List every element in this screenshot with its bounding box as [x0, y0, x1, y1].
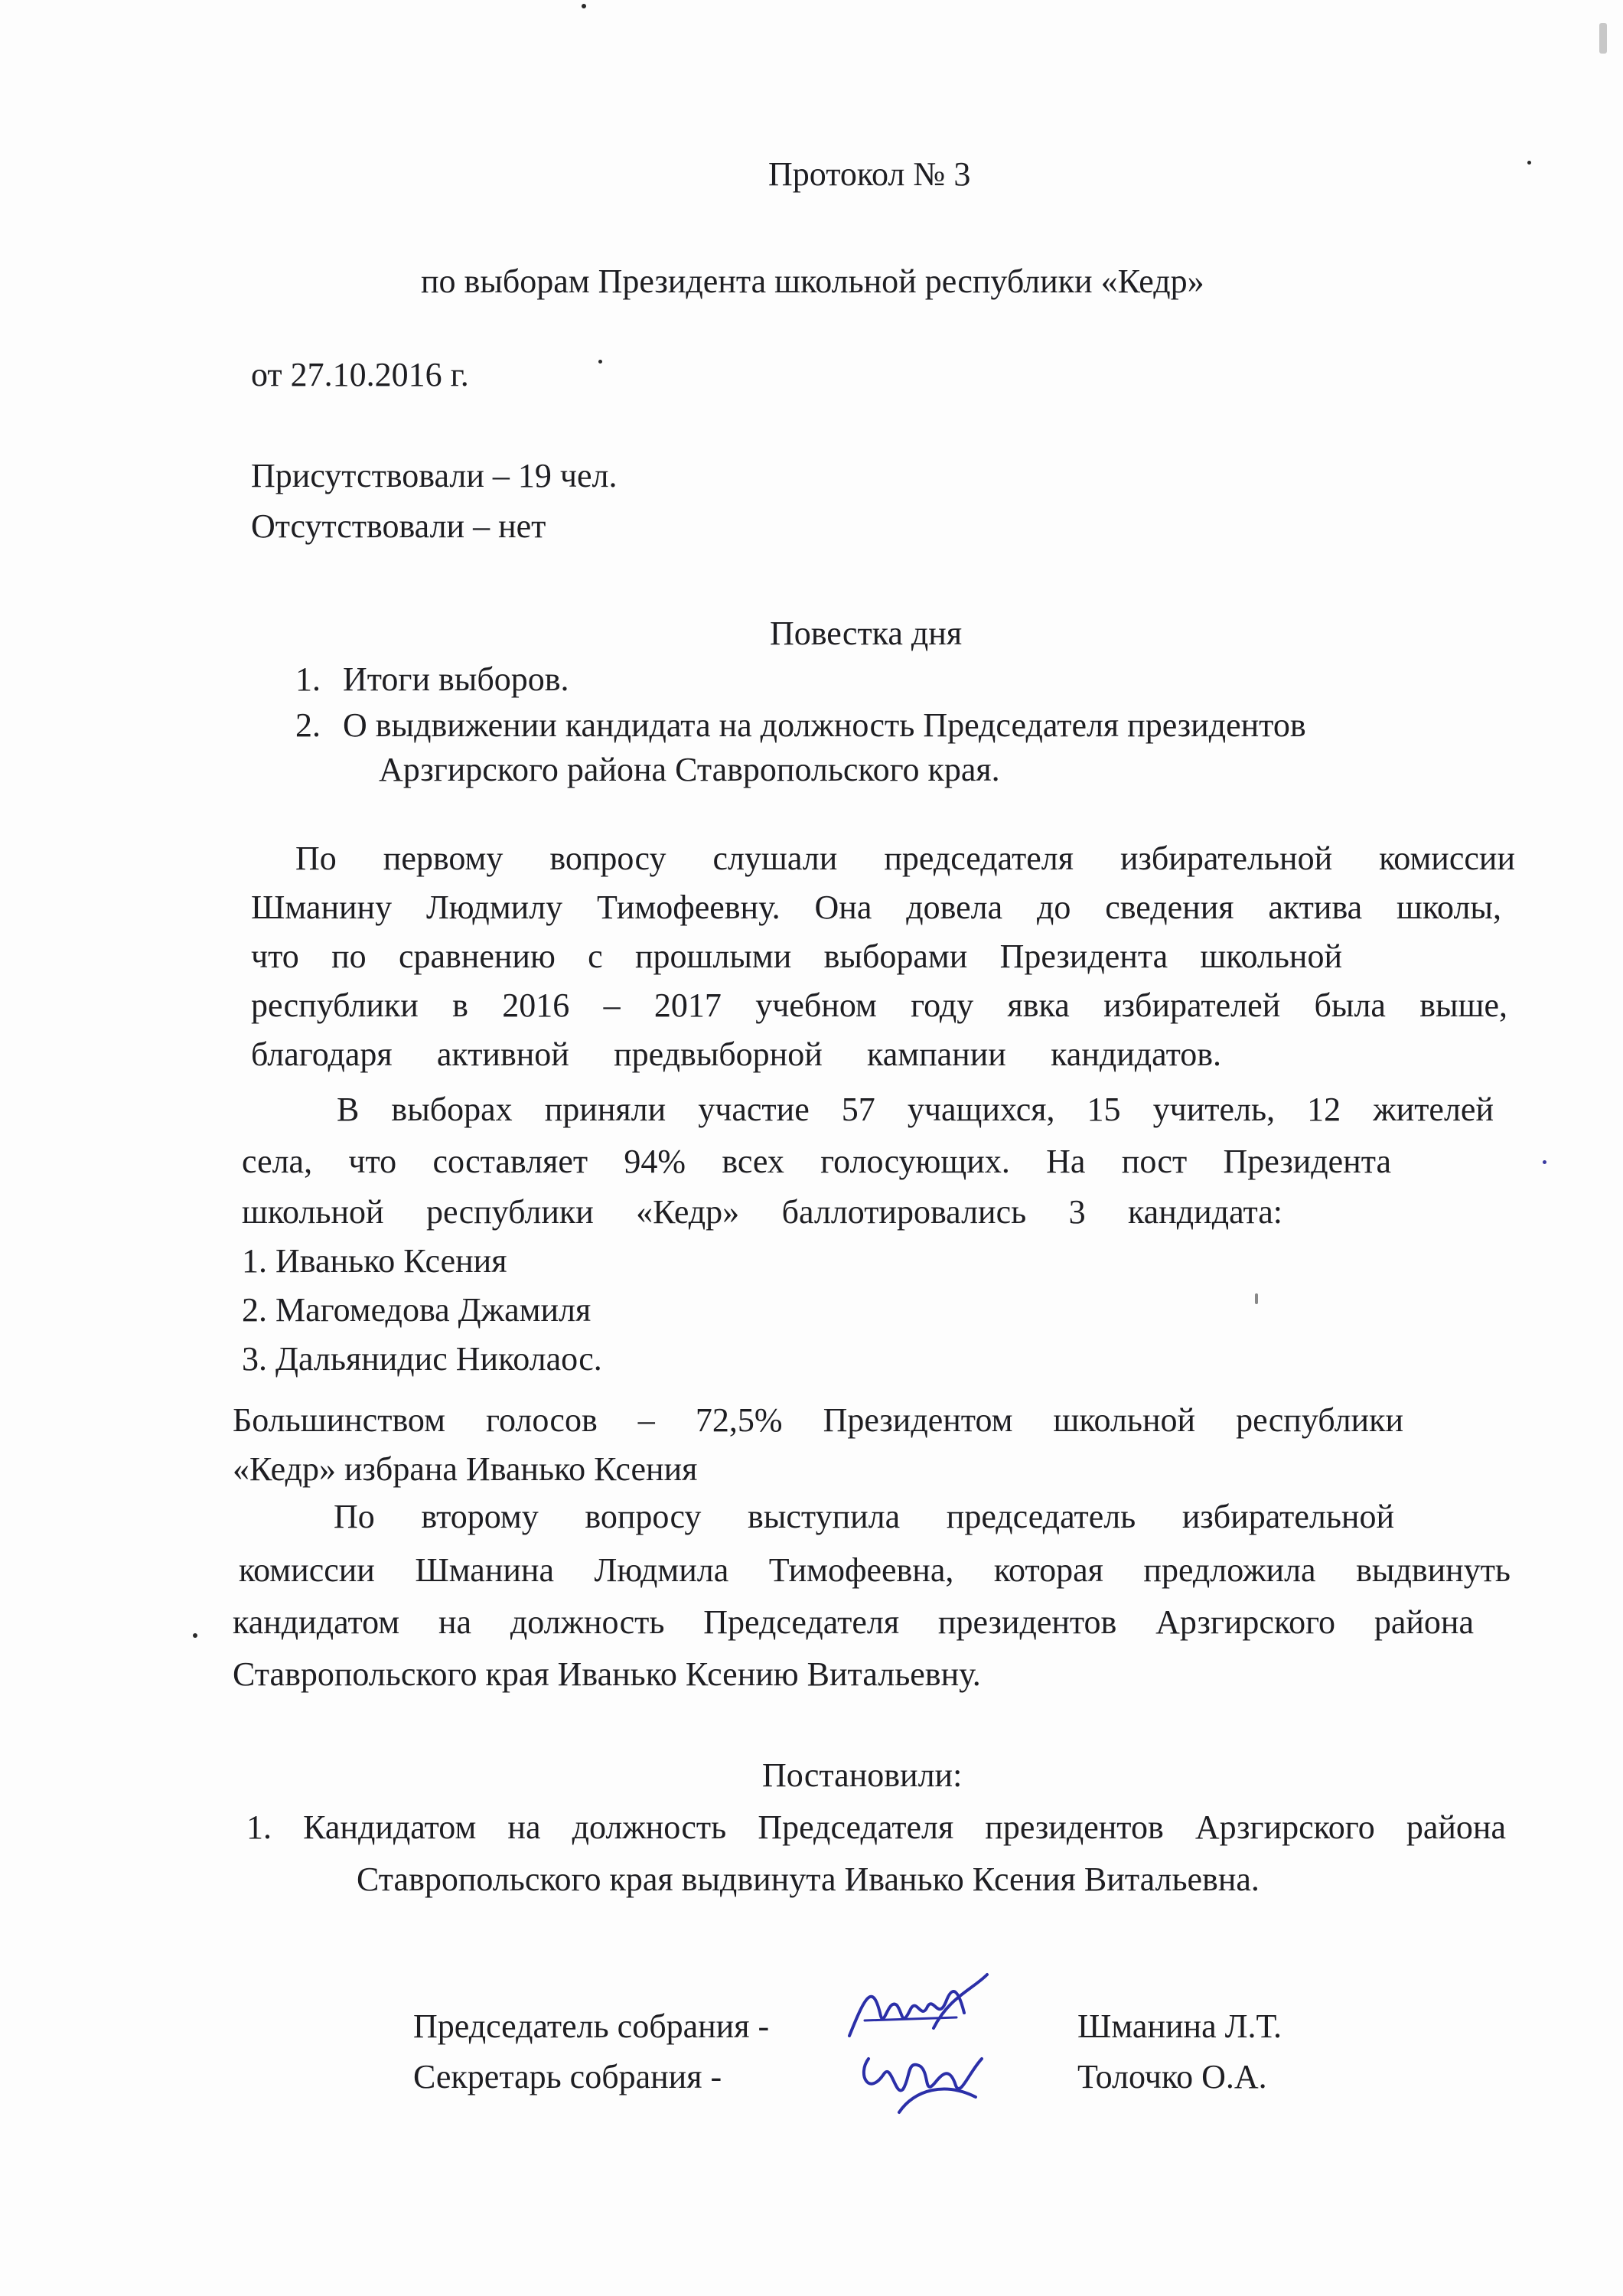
- agenda-title: Повестка дня: [770, 615, 963, 652]
- scan-speck: [1599, 23, 1607, 54]
- body-line: кандидатом на должность Председателя президентов Арзгирского района: [233, 1603, 1474, 1641]
- body-line: В выборах приняли участие 57 учащихся, 15 учитель, 12 жителей: [337, 1091, 1494, 1128]
- chair-name: Шманина Л.Т.: [1077, 2007, 1282, 2045]
- document-title: Протокол № 3: [768, 155, 971, 193]
- body-line: Большинством голосов – 72,5% Президентом школьной республики: [233, 1401, 1403, 1439]
- body-line: республики в 2016 – 2017 учебном году явка избирателей была выше,: [251, 987, 1507, 1024]
- secretary-name: Толочко О.А.: [1077, 2058, 1267, 2095]
- scan-speck: [193, 1633, 197, 1638]
- secretary-label: Секретарь собрания -: [413, 2058, 722, 2095]
- scan-speck: [1527, 161, 1531, 165]
- secretary-signature-icon: [853, 2043, 991, 2128]
- scan-speck: [582, 4, 586, 8]
- body-line: Ставропольского края Иванько Ксению Витальевну.: [233, 1655, 981, 1693]
- body-line: Шманину Людмилу Тимофеевну. Она довела до сведения актива школы,: [251, 889, 1501, 926]
- body-line: села, что составляет 94% всех голосующих. На пост Президента: [242, 1143, 1391, 1180]
- agenda-item-text: Итоги выборов.: [343, 660, 569, 698]
- body-line: благодаря активной предвыборной кампании кандидатов.: [251, 1035, 1221, 1073]
- scan-speck: [1543, 1160, 1546, 1164]
- candidate-item: 1. Иванько Ксения: [242, 1242, 507, 1280]
- resolution-line: 1. Кандидатом на должность Председателя президентов Арзгирского района: [246, 1808, 1506, 1846]
- body-line: По второму вопросу выступила председатель избирательной: [334, 1498, 1394, 1535]
- scan-speck: [598, 360, 602, 364]
- body-line: комиссии Шманина Людмила Тимофеевна, которая предложила выдвинуть: [239, 1551, 1511, 1589]
- body-line: По первому вопросу слушали председателя избирательной комиссии: [295, 840, 1515, 877]
- body-line: школьной республики «Кедр» баллотировались 3 кандидата:: [242, 1193, 1282, 1231]
- scan-speck: [1255, 1293, 1258, 1304]
- body-line: «Кедр» избрана Иванько Ксения: [233, 1450, 698, 1488]
- candidate-item: 3. Дальянидис Николаос.: [242, 1340, 602, 1378]
- resolution-line: Ставропольского края выдвинута Иванько Ксения Витальевна.: [357, 1861, 1260, 1898]
- attendance-present: Присутствовали – 19 чел.: [251, 457, 618, 494]
- attendance-absent: Отсутствовали – нет: [251, 507, 546, 545]
- resolution-title: Постановили:: [762, 1756, 963, 1794]
- agenda-item-number: 2.: [295, 706, 321, 744]
- body-line: что по сравнению с прошлыми выборами Президента школьной: [251, 938, 1342, 975]
- chair-label: Председатель собрания -: [413, 2007, 770, 2045]
- agenda-item-text: Арзгирского района Ставропольского края.: [379, 751, 1000, 788]
- agenda-item-number: 1.: [295, 660, 321, 698]
- candidate-item: 2. Магомедова Джамиля: [242, 1291, 592, 1329]
- document-subtitle: по выборам Президента школьной республики «Кедр»: [421, 263, 1204, 300]
- document-date: от 27.10.2016 г.: [251, 356, 469, 393]
- agenda-item-text: О выдвижении кандидата на должность Председателя президентов: [343, 706, 1306, 744]
